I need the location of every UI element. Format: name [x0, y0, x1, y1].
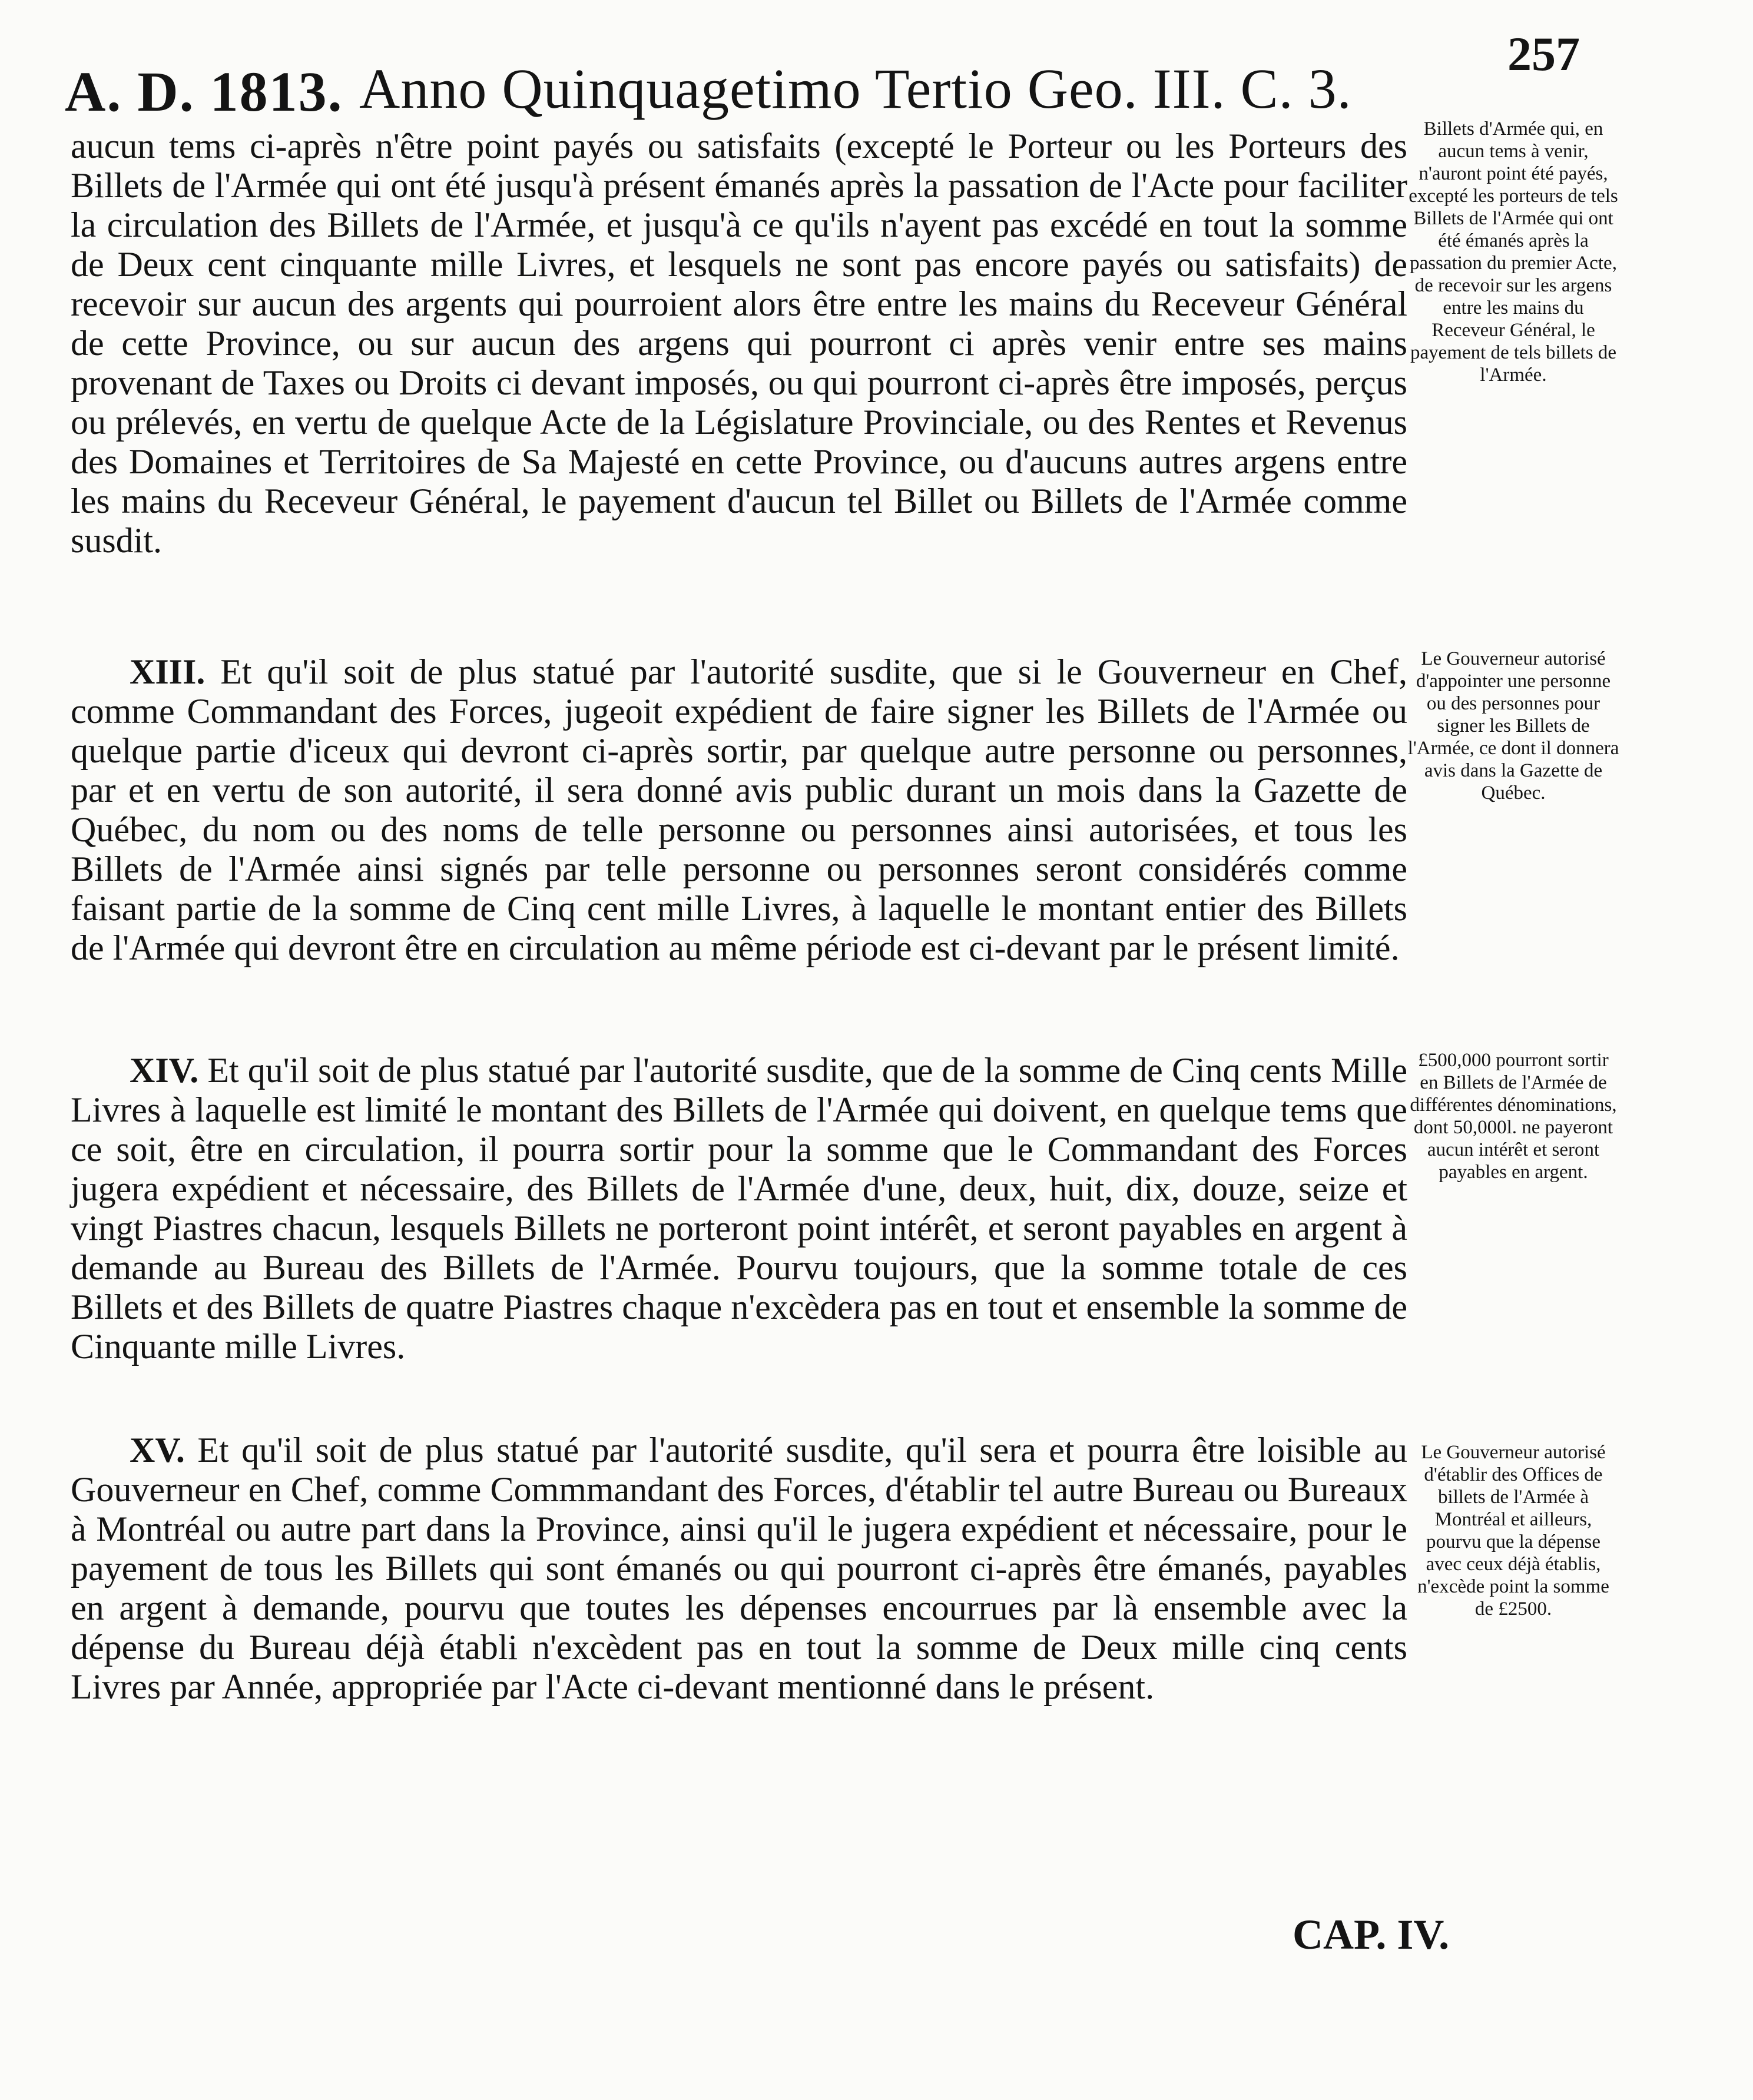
section-xiii	[71, 652, 1407, 968]
section-number: XIII.	[130, 652, 206, 691]
header-title: Anno Quinquagetimo Tertio Geo. III. C. 3.	[359, 57, 1352, 120]
section-paragraph	[71, 1431, 1407, 1707]
section-paragraph	[71, 1051, 1407, 1366]
margin-note-offices: Le Gouverneur autorisé d'établir des Offices de billets de l'Armée à Montréal et ailleurs, pourvu que la dépense avec ceux déjà établis, n'excède point la somme de £2500.	[1417, 1442, 1609, 1620]
section-number: XV.	[130, 1431, 185, 1469]
header-year: A. D. 1813.	[65, 60, 343, 123]
margin-note-army-bills-payment: Billets d'Armée qui, en aucun tems à venir, n'auront point été payés, excepté les porteurs de tels Billets de l'Armée qui ont été émanés après la passation du premier Acte, de recevoir sur les argens entre les mains du Receveur Général, le payement de tels billets de l'Armée.	[1409, 118, 1618, 386]
section-text: Et qu'il soit de plus statué par l'autorité susdite, que si le Gouverneur en Chef, comme Commandant des Forces, jugeoit expédient de faire signer les Billets de l'Armée ou quelque partie d'iceux qui devront ci-après sortir, par quelque autre personne ou personnes, par et en vertu de son autorité, il sera donné avis public durant un mois dans la Gazette de Québec, du nom ou des noms de telle personne ou personnes ainsi autorisées, et tous les Billets de l'Armée ainsi signés par telle personne ou personnes seront considérés comme faisant partie de la somme de Cinq cent mille Livres, à laquelle le montant entier des Billets de l'Armée qui devront être en circulation au même période est ci-devant par le présent limité.	[71, 652, 1408, 967]
section-paragraph	[71, 652, 1407, 968]
continuation-paragraph	[71, 127, 1407, 560]
section-text: Et qu'il soit de plus statué par l'autorité susdite, qu'il sera et pourra être loisible au Gouverneur en Chef, comme Commmandant des Forces, d'établir tel autre Bureau ou Bureaux à Montréal ou autre part dans la Province, ainsi qu'il le jugera expédient et nécessaire, pour le payement de tous les Billets qui sont émanés ou qui pourront ci-après être émanés, payables en argent à demande, pourvu que toutes les dépenses encourrues par là ensemble avec la dépense du Bureau déjà établi n'excèdent pas en tout la somme de Deux mille cinq cents Livres par Année, appropriée par l'Acte ci-devant mentionné dans le présent.	[71, 1431, 1407, 1706]
section-text: Et qu'il soit de plus statué par l'autorité susdite, que de la somme de Cinq cents Mille Livres à laquelle est limité le montant des Billets de l'Armée qui doivent, en quelque tems que ce soit, être en circulation, il pourra sortir pour la somme que le Commandant des Forces jugera expédient et nécessaire, des Billets de l'Armée d'une, deux, huit, dix, douze, seize et vingt Piastres chacun, lesquels Billets ne porteront point intérêt, et seront payables en argent à demande au Bureau des Billets de l'Armée. Pourvu toujours, que la somme totale de ces Billets et des Billets de quatre Piastres chaque n'excèdera pas en tout et ensemble la somme de Cinquante mille Livres.	[71, 1051, 1408, 1366]
catchword: CAP. IV.	[1293, 1911, 1450, 1958]
paragraph-text: aucun tems ci-après n'être point payés ou satisfaits (excepté le Porteur ou les Porteurs des Billets de l'Armée qui ont été jusqu'à présent émanés après la passation de l'Acte pour faciliter la circulation des Billets de l'Armée, et jusqu'à ce qu'ils n'ayent pas excédé en tout la somme de Deux cent cinquante mille Livres, et lesquels ne sont pas encore payés ou satisfaits) de recevoir sur aucun des argents qui pourroient alors être entre les mains du Receveur Général de cette Province, ou sur aucun des argens qui pourront ci après venir entre ses mains provenant de Taxes ou Droits ci devant imposés, ou qui pourront ci-après être imposés, perçus ou prélevés, en vertu de quelque Acte de la Législature Provinciale, ou des Rentes et Revenus des Domaines et Territoires de Sa Majesté en cette Province, ou d'aucuns autres argens entre les mains du Receveur Général, le payement d'aucun tel Billet ou Billets de l'Armée comme susdit.	[71, 127, 1407, 560]
margin-note-denominations: £500,000 pourront sortir en Billets de l'Armée de différentes dénominations, dont 50,000l. ne payeront aucun intérêt et seront payables en argent.	[1410, 1050, 1617, 1183]
page-number: 257	[1507, 27, 1580, 81]
running-header	[65, 24, 1584, 135]
section-xv	[71, 1431, 1407, 1707]
section-xiv	[71, 1051, 1407, 1366]
section-number: XIV.	[130, 1051, 199, 1090]
margin-note-signing-authority: Le Gouverneur autorisé d'appointer une personne ou des personnes pour signer les Billets de l'Armée, ce dont il donnera avis dans la Gazette de Québec.	[1407, 648, 1619, 804]
